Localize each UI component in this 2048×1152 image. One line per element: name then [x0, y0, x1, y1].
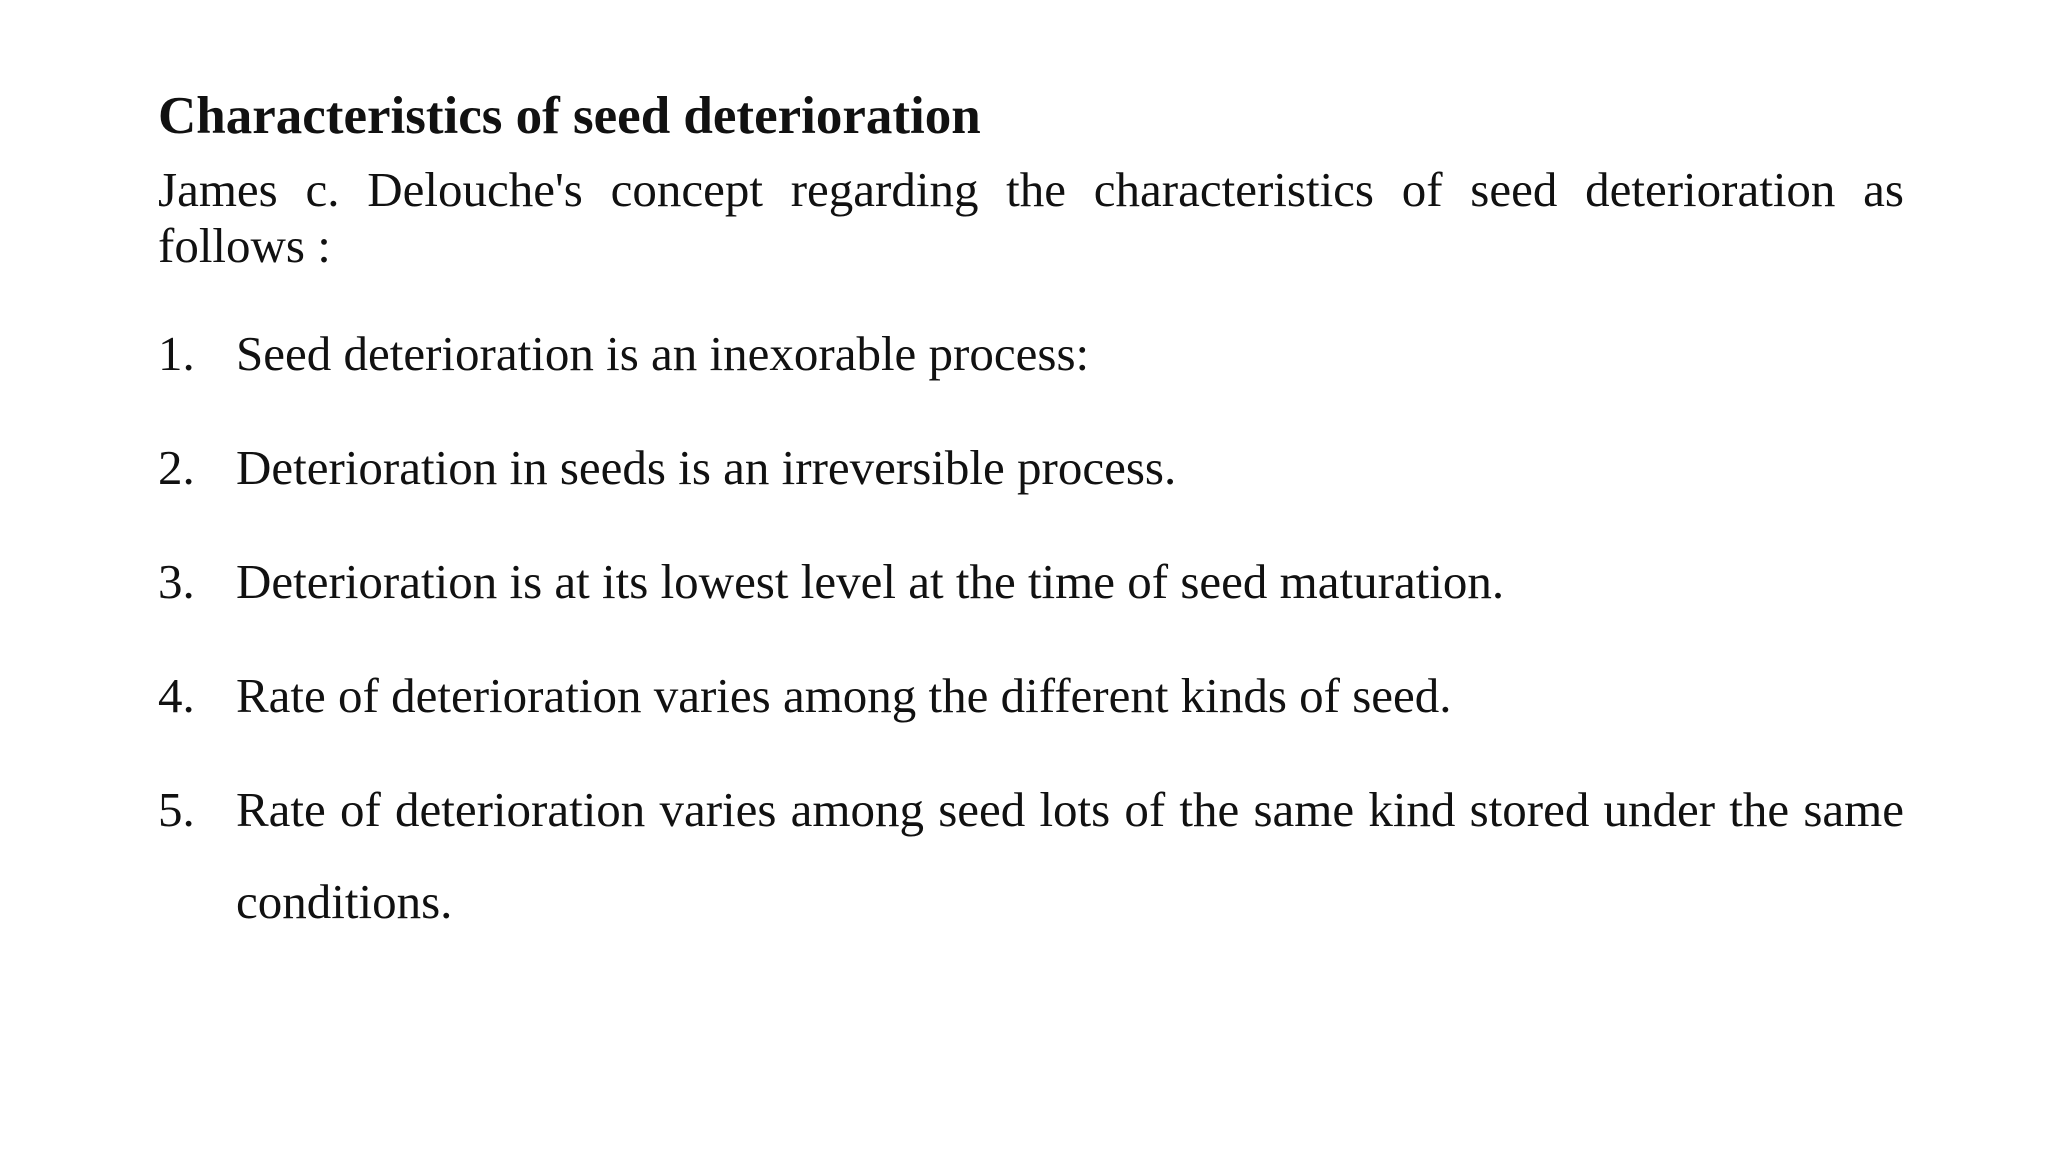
list-item-number: 5.	[158, 782, 195, 837]
intro-paragraph: James c. Delouche's concept regarding the characteristics of seed deterioration as follows :	[158, 162, 1904, 273]
list-item	[158, 308, 1904, 400]
list-item-number: 4.	[158, 668, 195, 723]
list-item-text: Deterioration is at its lowest level at the time of seed maturation.	[236, 554, 1505, 609]
page-title: Characteristics of seed deterioration	[158, 87, 981, 145]
list-item-text: Rate of deterioration varies among seed lots of the same kind stored under the same conditions.	[236, 782, 1904, 929]
list-item-text: Deterioration in seeds is an irreversible process.	[236, 440, 1177, 495]
list-item-number: 3.	[158, 554, 195, 609]
list-item	[158, 764, 1904, 948]
list-item-text: Rate of deterioration varies among the different kinds of seed.	[236, 668, 1452, 723]
slide-content	[158, 82, 1904, 970]
list-item-number: 2.	[158, 440, 195, 495]
characteristics-list	[158, 308, 1904, 948]
list-item-text: Seed deterioration is an inexorable process:	[236, 326, 1090, 381]
list-item	[158, 650, 1904, 742]
list-item	[158, 536, 1904, 628]
list-item	[158, 422, 1904, 514]
list-item-number: 1.	[158, 326, 195, 381]
